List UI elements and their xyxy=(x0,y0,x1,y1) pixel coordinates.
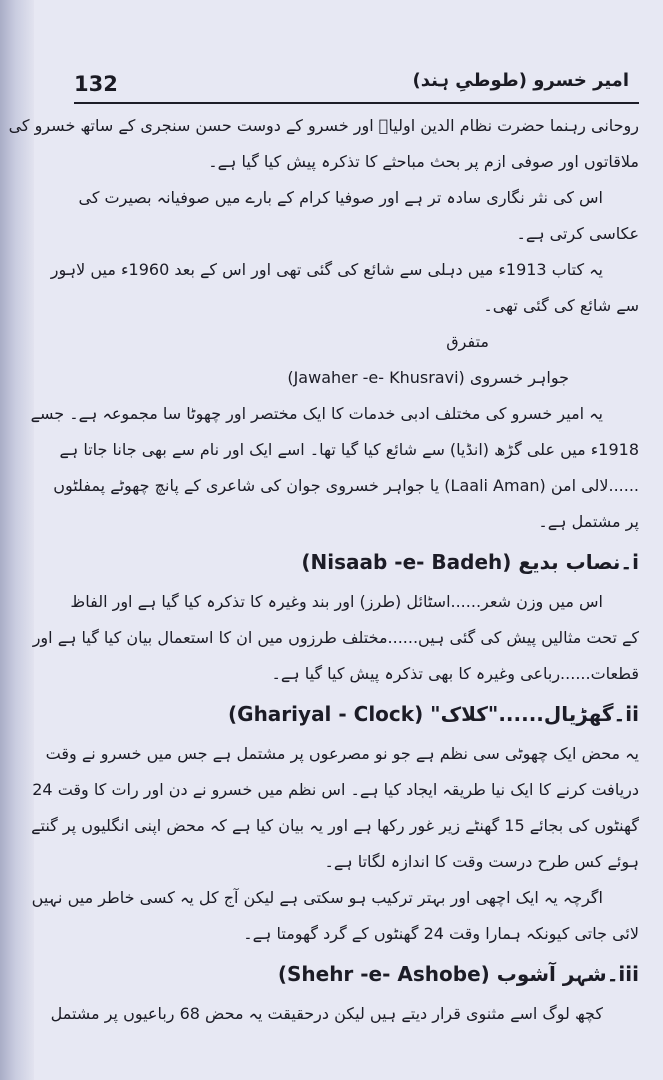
page-number: 132 xyxy=(74,72,118,96)
text-line: عکاسی کرتی ہے۔ xyxy=(516,224,639,243)
heading-shehr-ashobe: iii۔شہر آشوب (Shehr -e- Ashobe) xyxy=(277,962,639,986)
text-line: یہ کتاب 1913ء میں دہلی سے شائع کی گئی تھی اور اس کے بعد 1960ء میں لاہور xyxy=(50,260,603,279)
text-line: ملاقاتوں اور صوفی ازم پر بحث مباحثے کا تذکرہ پیش کیا گیا ہے۔ xyxy=(208,152,639,171)
text-line: قطعات......رباعی وغیرہ کا بھی تذکرہ پیش کیا گیا ہے۔ xyxy=(271,664,639,683)
text-line: روحانی رہنما حضرت نظام الدین اولیاؒ اور خسرو کے دوست حسن سنجری کے ساتھ خسرو کی xyxy=(8,116,639,135)
text-line: لائی جاتی کیونکہ ہمارا وقت 24 گھنٹوں کے گرد گھومتا ہے۔ xyxy=(243,924,639,943)
body-text xyxy=(8,108,639,1032)
text-line: گھنٹوں کی بجائے 15 گھنٹے زیر غور رکھا ہے اور یہ بیان کیا ہے کہ محض اپنی انگلیوں پر گنتے xyxy=(31,816,639,835)
text-line: دریافت کرنے کا ایک نیا طریقہ ایجاد کیا ہے۔ اس نظم میں خسرو نے دن اور رات کا وقت 24 xyxy=(32,780,639,799)
heading-ghariyal-clock: ii۔گھڑیال......"کلاک" (Ghariyal - Clock) xyxy=(228,702,639,726)
heading-nisaab-badeh: i۔نصاب بدیع (Nisaab -e- Badeh) xyxy=(301,550,639,574)
text-line: پر مشتمل ہے۔ xyxy=(538,512,639,531)
text-line: 1918ء میں علی گڑھ (انڈیا) سے شائع کیا گیا تھا۔ اسے ایک اور نام سے بھی جانا جاتا ہے xyxy=(59,440,639,459)
text-line: یہ امیر خسرو کی مختلف ادبی خدمات کا ایک مختصر اور چھوٹا سا مجموعہ ہے۔ جسے xyxy=(30,404,603,423)
running-head: امیر خسرو (طوطیِ ہند) xyxy=(412,70,629,91)
section-title: متفرق xyxy=(446,332,489,351)
text-line: کے تحت مثالیں پیش کی گئی ہیں......مختلف طرزوں میں ان کا استعمال بیان کیا گیا ہے اور xyxy=(32,628,639,647)
text-line: اگرچہ یہ ایک اچھی اور بہتر ترکیب ہو سکتی ہے لیکن آج کل یہ کسی خاطر میں نہیں xyxy=(31,888,603,907)
text-line: کچھ لوگ اسے مثنوی قرار دیتے ہیں لیکن درحقیقت یہ محض 68 رباعیوں پر مشتمل xyxy=(50,1004,603,1023)
book-spine-shadow xyxy=(0,0,34,1080)
text-line: یہ محض ایک چھوٹی سی نظم ہے جو نو مصرعوں پر مشتمل ہے جس میں خسرو نے وقت xyxy=(45,744,639,763)
text-line: سے شائع کی گئی تھی۔ xyxy=(483,296,639,315)
subsection-title: جواہر خسروی (Jawaher -e- Khusravi) xyxy=(287,368,569,387)
text-line: اس کی نثر نگاری سادہ تر ہے اور صوفیا کرام کے بارے میں صوفیانہ بصیرت کی xyxy=(78,188,603,207)
page-header xyxy=(74,70,639,104)
text-line: ......لالی امن (Laali Aman) یا جواہر خسروی جوان کی شاعری کے پانچ چھوٹے پمفلٹوں xyxy=(53,476,639,495)
text-line: ہوئے کس طرح درست وقت کا اندازہ لگاتا ہے۔ xyxy=(324,852,639,871)
text-line: اس میں وزن شعر......اسٹائل (طرز) اور بند وغیرہ کا تذکرہ کیا گیا ہے اور الفاظ xyxy=(70,592,603,611)
